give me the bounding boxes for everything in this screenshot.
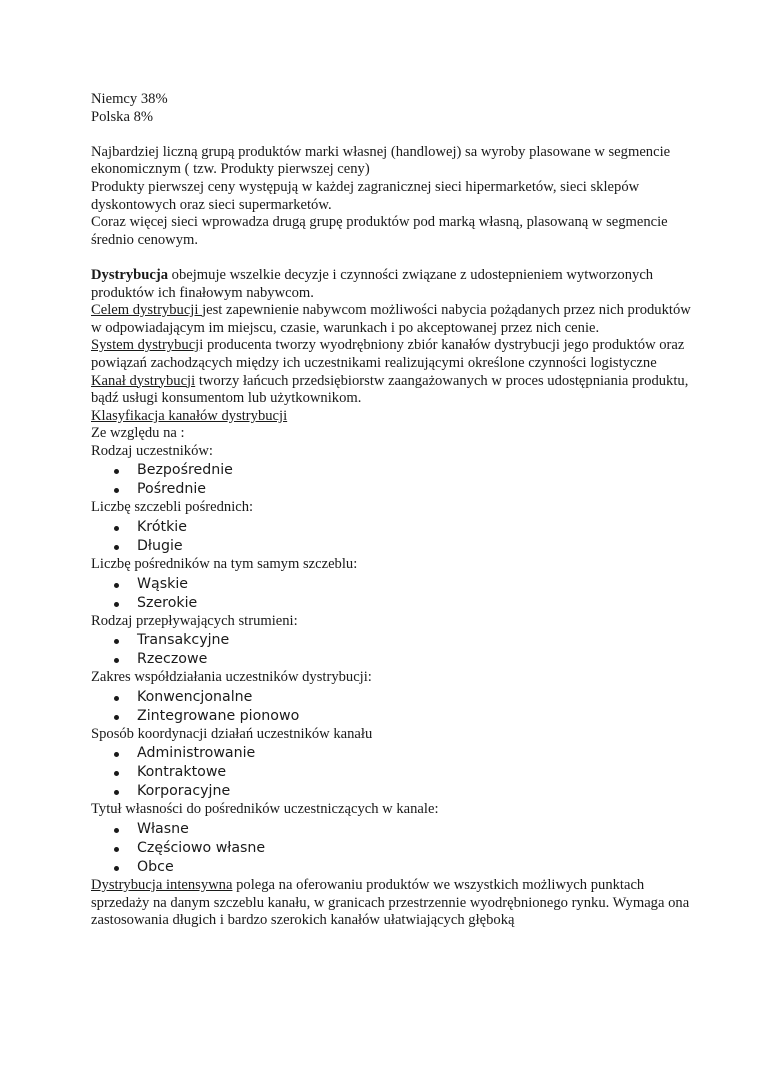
intensywna-term: Dystrybucja intensywna [91,877,233,894]
list-item [91,480,691,499]
criterion-label: Liczbę szczebli pośrednich: [91,499,254,516]
intensywna-paragraph [91,877,691,930]
bullet-icon [114,715,119,720]
list-item-text: Krótkie [137,519,187,536]
bullet-icon [114,526,119,531]
dystrybucja-definition [91,267,691,302]
bullet-icon [114,866,119,871]
bullet-list [91,518,691,556]
list-item [91,461,691,480]
criterion-label: Zakres współdziałania uczestników dystrybucji: [91,669,372,686]
list-item-text: Korporacyjne [137,783,231,800]
bullet-icon [114,583,119,588]
cel-text: jest zapewnienie nabywcom możliwości nabycia pożądanych przez nich produktów w odpowiadającym im miejscu, czasie, warunkach i po akceptowanej przez nich cenie. [91,302,691,336]
criterion-1 [91,443,691,500]
criterion-label: Rodzaj uczestników: [91,442,213,459]
criterion-6 [91,726,691,802]
criterion-4 [91,613,691,670]
kanal-term: Kanał dystrybucji [91,372,196,389]
system-text: i producenta tworzy wyodrębniony zbiór kanałów dystrybucji jego produktów oraz powiązań zachodzących między ich uczestnikami realizującymi określone czynności logistyczne [91,337,685,371]
intro-paragraph-1: Najbardziej liczną grupą produktów marki własnej (handlowej) sa wyroby plasowane w segmencie ekonomicznym ( tzw. Produkty pierwszej ceny) [91,143,671,178]
stat-niemcy: Niemcy 38% [91,91,168,107]
list-item-text: Bezpośrednie [137,462,233,479]
bullet-icon [114,602,119,607]
list-item-text: Rzeczowe [137,651,208,668]
list-item [91,820,691,839]
system-term: System dystrybucj [91,337,200,354]
kanal-text: tworzy łańcuch przedsiębiorstw zaangażowanych w proces udostępniania produktu, bądź usługi konsumentom lub użytkownikom. [91,372,689,407]
bullet-icon [114,488,119,493]
bullet-list [91,688,691,726]
system-definition [91,337,691,372]
list-item [91,744,691,763]
klasyfikacja-heading: Klasyfikacja kanałów dystrybucji [91,407,288,424]
list-item-text: Kontraktowe [137,764,227,781]
intro-paragraph-3: Coraz więcej sieci wprowadza drugą grupę produktów pod marką własną, plasowaną w segmencie średnio cenowym. [91,214,668,248]
paragraph-gap [91,126,691,144]
criterion-label: Rodzaj przepływających strumieni: [91,612,298,629]
list-item-text: Transakcyjne [137,632,230,649]
bullet-icon [114,658,119,663]
bullet-list [91,744,691,801]
list-item [91,631,691,650]
intensywna-text: polega na oferowaniu produktów we wszystkich możliwych punktach sprzedaży na danym szczeblu kanału, w granicach przestrzennie wyodrębnionego rynku. Wymaga ona zastosowania długich i bardzo szerokich kanałów ułatwiających głęboką [91,877,690,929]
dystrybucja-text: obejmuje wszelkie decyzje i czynności związane z udostepnieniem wytworzonych produktów ich finałowym nabywcom. [91,266,654,301]
document-page [91,91,691,930]
list-item-text: Pośrednie [137,481,207,498]
list-item-text: Konwencjonalne [137,688,253,705]
bullet-icon [114,545,119,550]
list-item [91,782,691,801]
list-item-text: Obce [137,859,174,876]
wzgledu-na: Ze względu na : [91,425,185,442]
list-item [91,858,691,877]
list-item-text: Administrowanie [137,745,256,762]
list-item [91,688,691,707]
bullet-list [91,820,691,877]
intro-paragraph-2: Produkty pierwszej ceny występują w każdej zagranicznej sieci hipermarketów, sieci sklepów dyskontowych oraz sieci supermarketów. [91,178,640,213]
bullet-icon [114,752,119,757]
bullet-icon [114,469,119,474]
criterion-2 [91,499,691,556]
bullet-icon [114,790,119,795]
list-item-text: Długie [137,538,183,555]
kanal-definition [91,373,691,408]
bullet-icon [114,828,119,833]
cel-definition [91,302,691,337]
cel-term: Celem dystrybucji [91,302,203,319]
criterion-7 [91,801,691,877]
list-item-text: Wąskie [137,575,189,592]
bullet-list [91,461,691,499]
list-item [91,707,691,726]
bullet-icon [114,847,119,852]
list-item [91,650,691,669]
list-item [91,575,691,594]
list-item-text: Szerokie [137,594,198,611]
list-item [91,594,691,613]
criterion-5 [91,669,691,726]
list-item [91,518,691,537]
criterion-3 [91,556,691,613]
paragraph-gap [91,249,691,267]
list-item [91,763,691,782]
list-item-text: Własne [137,821,189,838]
list-item [91,537,691,556]
bullet-icon [114,639,119,644]
list-item [91,839,691,858]
stat-polska: Polska 8% [91,108,154,125]
list-item-text: Częściowo własne [137,840,266,857]
criterion-label: Sposób koordynacji działań uczestników kanału [91,725,373,742]
bullet-list [91,631,691,669]
list-item-text: Zintegrowane pionowo [137,707,300,724]
bullet-icon [114,696,119,701]
criterion-label: Liczbę pośredników na tym samym szczeblu: [91,556,358,573]
criterion-label: Tytuł własności do pośredników uczestniczących w kanale: [91,801,439,818]
bullet-icon [114,771,119,776]
dystrybucja-term: Dystrybucja [91,266,169,283]
bullet-list [91,575,691,613]
